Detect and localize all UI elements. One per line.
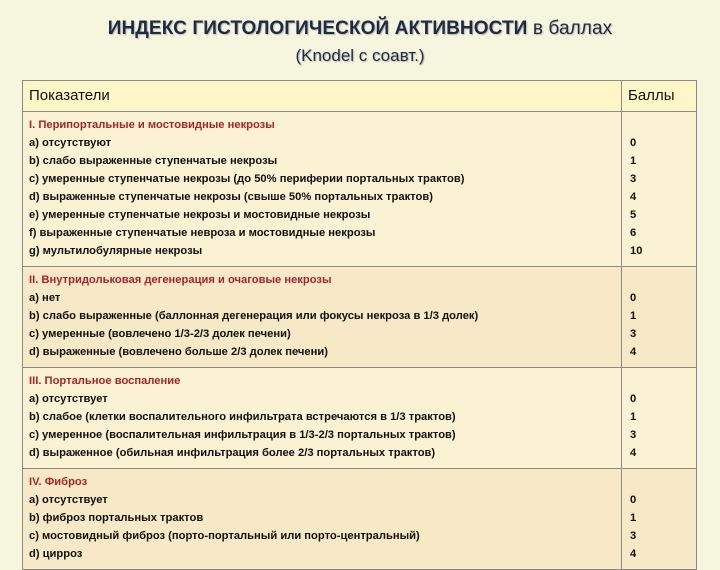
table-section-row bbox=[23, 267, 697, 368]
criterion-text: g) мультилобулярные некрозы bbox=[29, 245, 203, 257]
criterion-score: 3 bbox=[630, 328, 637, 340]
section-scores-cell bbox=[622, 368, 697, 469]
criterion-text: a) отсутствует bbox=[29, 494, 108, 506]
title-suffix: в баллах bbox=[527, 18, 613, 39]
header-indicators: Показатели bbox=[23, 81, 622, 112]
criterion-text: a) отсутствуют bbox=[29, 137, 112, 149]
criterion-text: c) умеренные ступенчатые некрозы (до 50% периферии портальных трактов) bbox=[29, 173, 465, 185]
section-items-cell bbox=[23, 267, 622, 368]
criterion-score: 3 bbox=[630, 429, 637, 441]
title-main: ИНДЕКС ГИСТОЛОГИЧЕСКОЙ АКТИВНОСТИ bbox=[107, 18, 528, 39]
criterion-score: 0 bbox=[630, 393, 637, 405]
criterion-text: b) слабое (клетки воспалительного инфильтрата встречаются в 1/3 трактов) bbox=[29, 411, 456, 423]
criterion-score: 4 bbox=[630, 447, 637, 459]
section-items-cell bbox=[23, 469, 622, 570]
criterion-score: 1 bbox=[630, 411, 637, 423]
criterion-text: c) умеренные (вовлечено 1/3-2/3 долек печени) bbox=[29, 328, 291, 340]
criterion-score: 5 bbox=[630, 209, 637, 221]
criterion-score: 3 bbox=[630, 530, 637, 542]
criterion-text: f) выраженные ступенчатые невроза и мостовидные некрозы bbox=[29, 227, 376, 239]
criterion-text: c) умеренное (воспалительная инфильтрация в 1/3-2/3 портальных трактов) bbox=[29, 429, 456, 441]
criterion-text: d) выраженные ступенчатые некрозы (свыше 50% портальных трактов) bbox=[29, 191, 433, 203]
activity-index-table bbox=[22, 80, 697, 570]
criterion-score: 4 bbox=[630, 548, 637, 560]
section-scores-cell bbox=[622, 469, 697, 570]
header-score: Баллы bbox=[622, 81, 697, 112]
criterion-text: b) слабо выраженные (баллонная дегенерация или фокусы некроза в 1/3 долек) bbox=[29, 310, 479, 322]
section-scores-cell bbox=[622, 267, 697, 368]
table-header-row bbox=[23, 81, 697, 112]
section-title: I. Перипортальные и мостовидные некрозы bbox=[29, 119, 275, 131]
criterion-text: d) выраженные (вовлечено больше 2/3 долек печени) bbox=[29, 346, 328, 358]
criterion-score: 6 bbox=[630, 227, 637, 239]
criterion-score: 10 bbox=[630, 245, 643, 257]
section-title: III. Портальное воспаление bbox=[29, 375, 181, 387]
criterion-text: b) слабо выраженные ступенчатые некрозы bbox=[29, 155, 278, 167]
criterion-score: 4 bbox=[630, 191, 637, 203]
section-scores-cell bbox=[622, 112, 697, 267]
table-body bbox=[23, 112, 697, 570]
criterion-score: 0 bbox=[630, 292, 637, 304]
table-section-row bbox=[23, 112, 697, 267]
section-title: IV. Фиброз bbox=[29, 476, 88, 488]
criterion-score: 1 bbox=[630, 512, 637, 524]
section-items-cell bbox=[23, 368, 622, 469]
criterion-score: 3 bbox=[630, 173, 637, 185]
table-section-row bbox=[23, 469, 697, 570]
section-items-cell bbox=[23, 112, 622, 267]
criterion-text: a) нет bbox=[29, 292, 61, 304]
table-section-row bbox=[23, 368, 697, 469]
criterion-score: 1 bbox=[630, 155, 637, 167]
criterion-score: 0 bbox=[630, 494, 637, 506]
title-subtitle: (Knodel с соавт.) bbox=[295, 46, 425, 65]
title-line-1 bbox=[0, 18, 720, 40]
criterion-text: e) умеренные ступенчатые некрозы и мостовидные некрозы bbox=[29, 209, 371, 221]
slide-title bbox=[0, 18, 720, 66]
criterion-text: b) фиброз портальных трактов bbox=[29, 512, 204, 524]
criterion-score: 4 bbox=[630, 346, 637, 358]
criterion-text: a) отсутствует bbox=[29, 393, 108, 405]
criterion-text: d) цирроз bbox=[29, 548, 83, 560]
criterion-score: 0 bbox=[630, 137, 637, 149]
section-title: II. Внутридольковая дегенерация и очаговые некрозы bbox=[29, 274, 332, 286]
criterion-text: c) мостовидный фиброз (порто-портальный или порто-центральный) bbox=[29, 530, 420, 542]
criterion-text: d) выраженное (обильная инфильтрация более 2/3 портальных трактов) bbox=[29, 447, 436, 459]
criterion-score: 1 bbox=[630, 310, 637, 322]
